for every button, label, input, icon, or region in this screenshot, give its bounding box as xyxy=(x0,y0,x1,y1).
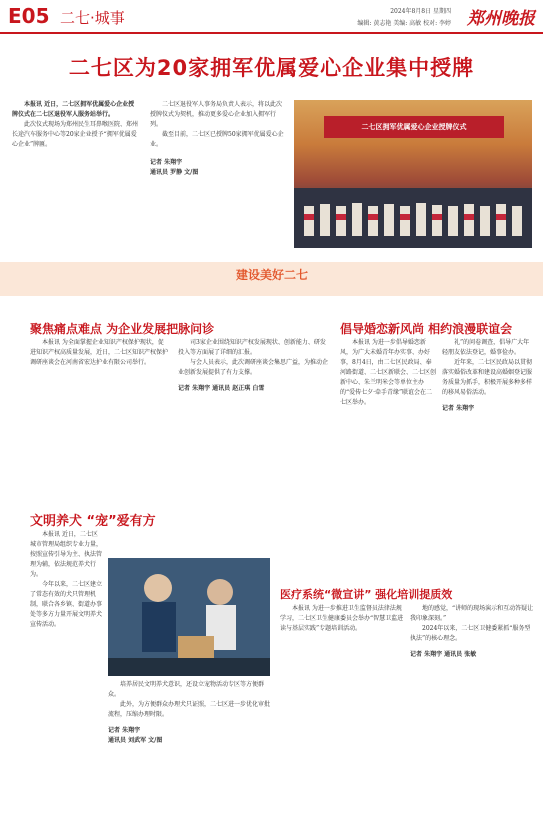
story-headline: 聚焦痛点难点 为企业发展把脉问诊 xyxy=(30,322,215,336)
story-headline: 医疗系统“微宣讲” 强化培训提质效 xyxy=(280,588,453,601)
body-paragraph: 二七区退役军人事务局负责人表示，将以此次授牌仪式为契机，推动更多爱心企业加入拥军行列。 xyxy=(150,101,283,128)
body-paragraph: 2024年以来，二七区卫健委紧抓“服务型执法”的核心理念。 xyxy=(410,625,531,642)
people-silhouettes xyxy=(294,188,532,248)
story5-col1 xyxy=(280,604,404,804)
body-paragraph: 司3家企业围绕知识产权发展现状、创新能力、研发投入等方面展了详细的汇报。 xyxy=(178,339,326,356)
body-paragraph: 此次仪式现场为郑州民生耳鼻喉医院、郑州长途汽车服务中心等20家企业授予“拥军优属爱心企业”牌匾。 xyxy=(12,121,139,148)
body-paragraph: 本报讯 为全面掌握企业知识产权保护现状，促进知识产权高质量发展，近日，二七区知识产权保护调研座谈会在河南省宏达护业有限公司举行。 xyxy=(30,339,168,366)
top-story-col1 xyxy=(12,100,140,250)
byline: 通讯员 刘武军 文/图 xyxy=(108,737,163,744)
body-paragraph: 此外，为方便群众办理犬只证照，二七区进一步优化审批流程，压缩办理时限。 xyxy=(108,701,270,718)
byline: 记者 朱翔宇 通讯员 张敏 xyxy=(410,651,477,658)
body-paragraph: 截至目前，二七区已授牌50家拥军优属爱心企业。 xyxy=(150,131,284,148)
body-paragraph: 培养居民文明养犬意识，还设立宠物活动专区等方便群众。 xyxy=(108,681,265,698)
dateline: 2024年8月8日 星期四 xyxy=(390,8,451,15)
lead-paragraph: 本报讯 近日，二七区拥军优属爱心企业授牌仪式在二七区退役军人服务站举行。 xyxy=(12,101,135,118)
story4-col1 xyxy=(30,530,102,800)
body-paragraph: 地的感觉，“讲师的现场演示和互动答疑让我印象深刻。” xyxy=(410,605,534,622)
story5-col2 xyxy=(410,604,534,804)
section-title: 二七·城事 xyxy=(60,9,125,27)
body-paragraph: 本报讯 为进一步倡导婚恋新风，为广大未婚青年办实事、办好事，8月4日，由二七区民政局、奉河路街道、二七区新联会、二七区创新中心、朱兰明米会等单位主办的“爱传七夕·牵手青缘”联谊会在二七区举办。 xyxy=(340,339,436,406)
story-headline: 倡导婚恋新风尚 相约浪漫联谊会 xyxy=(340,322,513,336)
byline: 记者 朱翔宇 xyxy=(108,727,141,734)
story3-col1 xyxy=(340,338,436,538)
story3-col2 xyxy=(442,338,534,538)
main-headline: 二七区为20家拥军优属爱心企业集中授牌 xyxy=(68,56,475,80)
body-paragraph: 本报讯 为进一步推进卫生监督员法律法规学习，二七区卫生健康委员会举办“智慧卫监进读与基层实践”专题培训活动。 xyxy=(280,605,404,632)
body-paragraph: 近年来，二七区民政局以贯彻落实婚俗改革和建设高婚姻登记服务质量为抓手，积极开展多种多样的移风易俗活动。 xyxy=(442,359,533,396)
byline: 记者 朱翔宇 通讯员 赵正琪 白雪 xyxy=(178,385,265,392)
officer-illustration xyxy=(108,558,270,676)
story-headline: 文明养犬 “宠”爱有方 xyxy=(30,514,156,529)
body-paragraph: 礼”的问卷调查，倡导广大年轻朋友依法登记，婚事俭办。 xyxy=(442,339,530,356)
story2-col1 xyxy=(30,338,168,448)
dog-registration-photo xyxy=(108,558,270,676)
ribbon-title: 建设美好二七 xyxy=(235,268,308,282)
ceremony-banner: 二七区拥军优属爱心企业授牌仪式 xyxy=(324,116,504,138)
byline: 记者 朱翔宇 xyxy=(442,405,475,412)
editor-credits: 编辑: 黄志艳 美编: 高敏 校对: 李婷 xyxy=(357,20,451,27)
body-paragraph: 今年以来，二七区建立了常态有效的犬只管理机制，联合各乡镇、街道办事处等多方力量开展文明养犬宣传活动。 xyxy=(30,581,102,628)
top-story-col2 xyxy=(150,100,286,250)
byline: 通讯员 罗静 文/图 xyxy=(150,169,199,176)
body-paragraph: 本报讯 近日，二七区城市管理局组织专业力量，按照宣传引导为主、执法管理为辅，依法规范养犬行为。 xyxy=(30,531,102,578)
page-code: E05 xyxy=(8,4,50,28)
ceremony-photo xyxy=(294,100,532,248)
newspaper-logo: 郑州晚报 xyxy=(467,9,535,29)
story2-col2 xyxy=(178,338,328,448)
body-paragraph: 与会人员表示，此次调研座谈会集思广益，为推动企业创新发展提供了有力支撑。 xyxy=(178,359,328,376)
story4-col2 xyxy=(108,680,270,800)
byline: 记者 朱翔宇 xyxy=(150,159,183,166)
